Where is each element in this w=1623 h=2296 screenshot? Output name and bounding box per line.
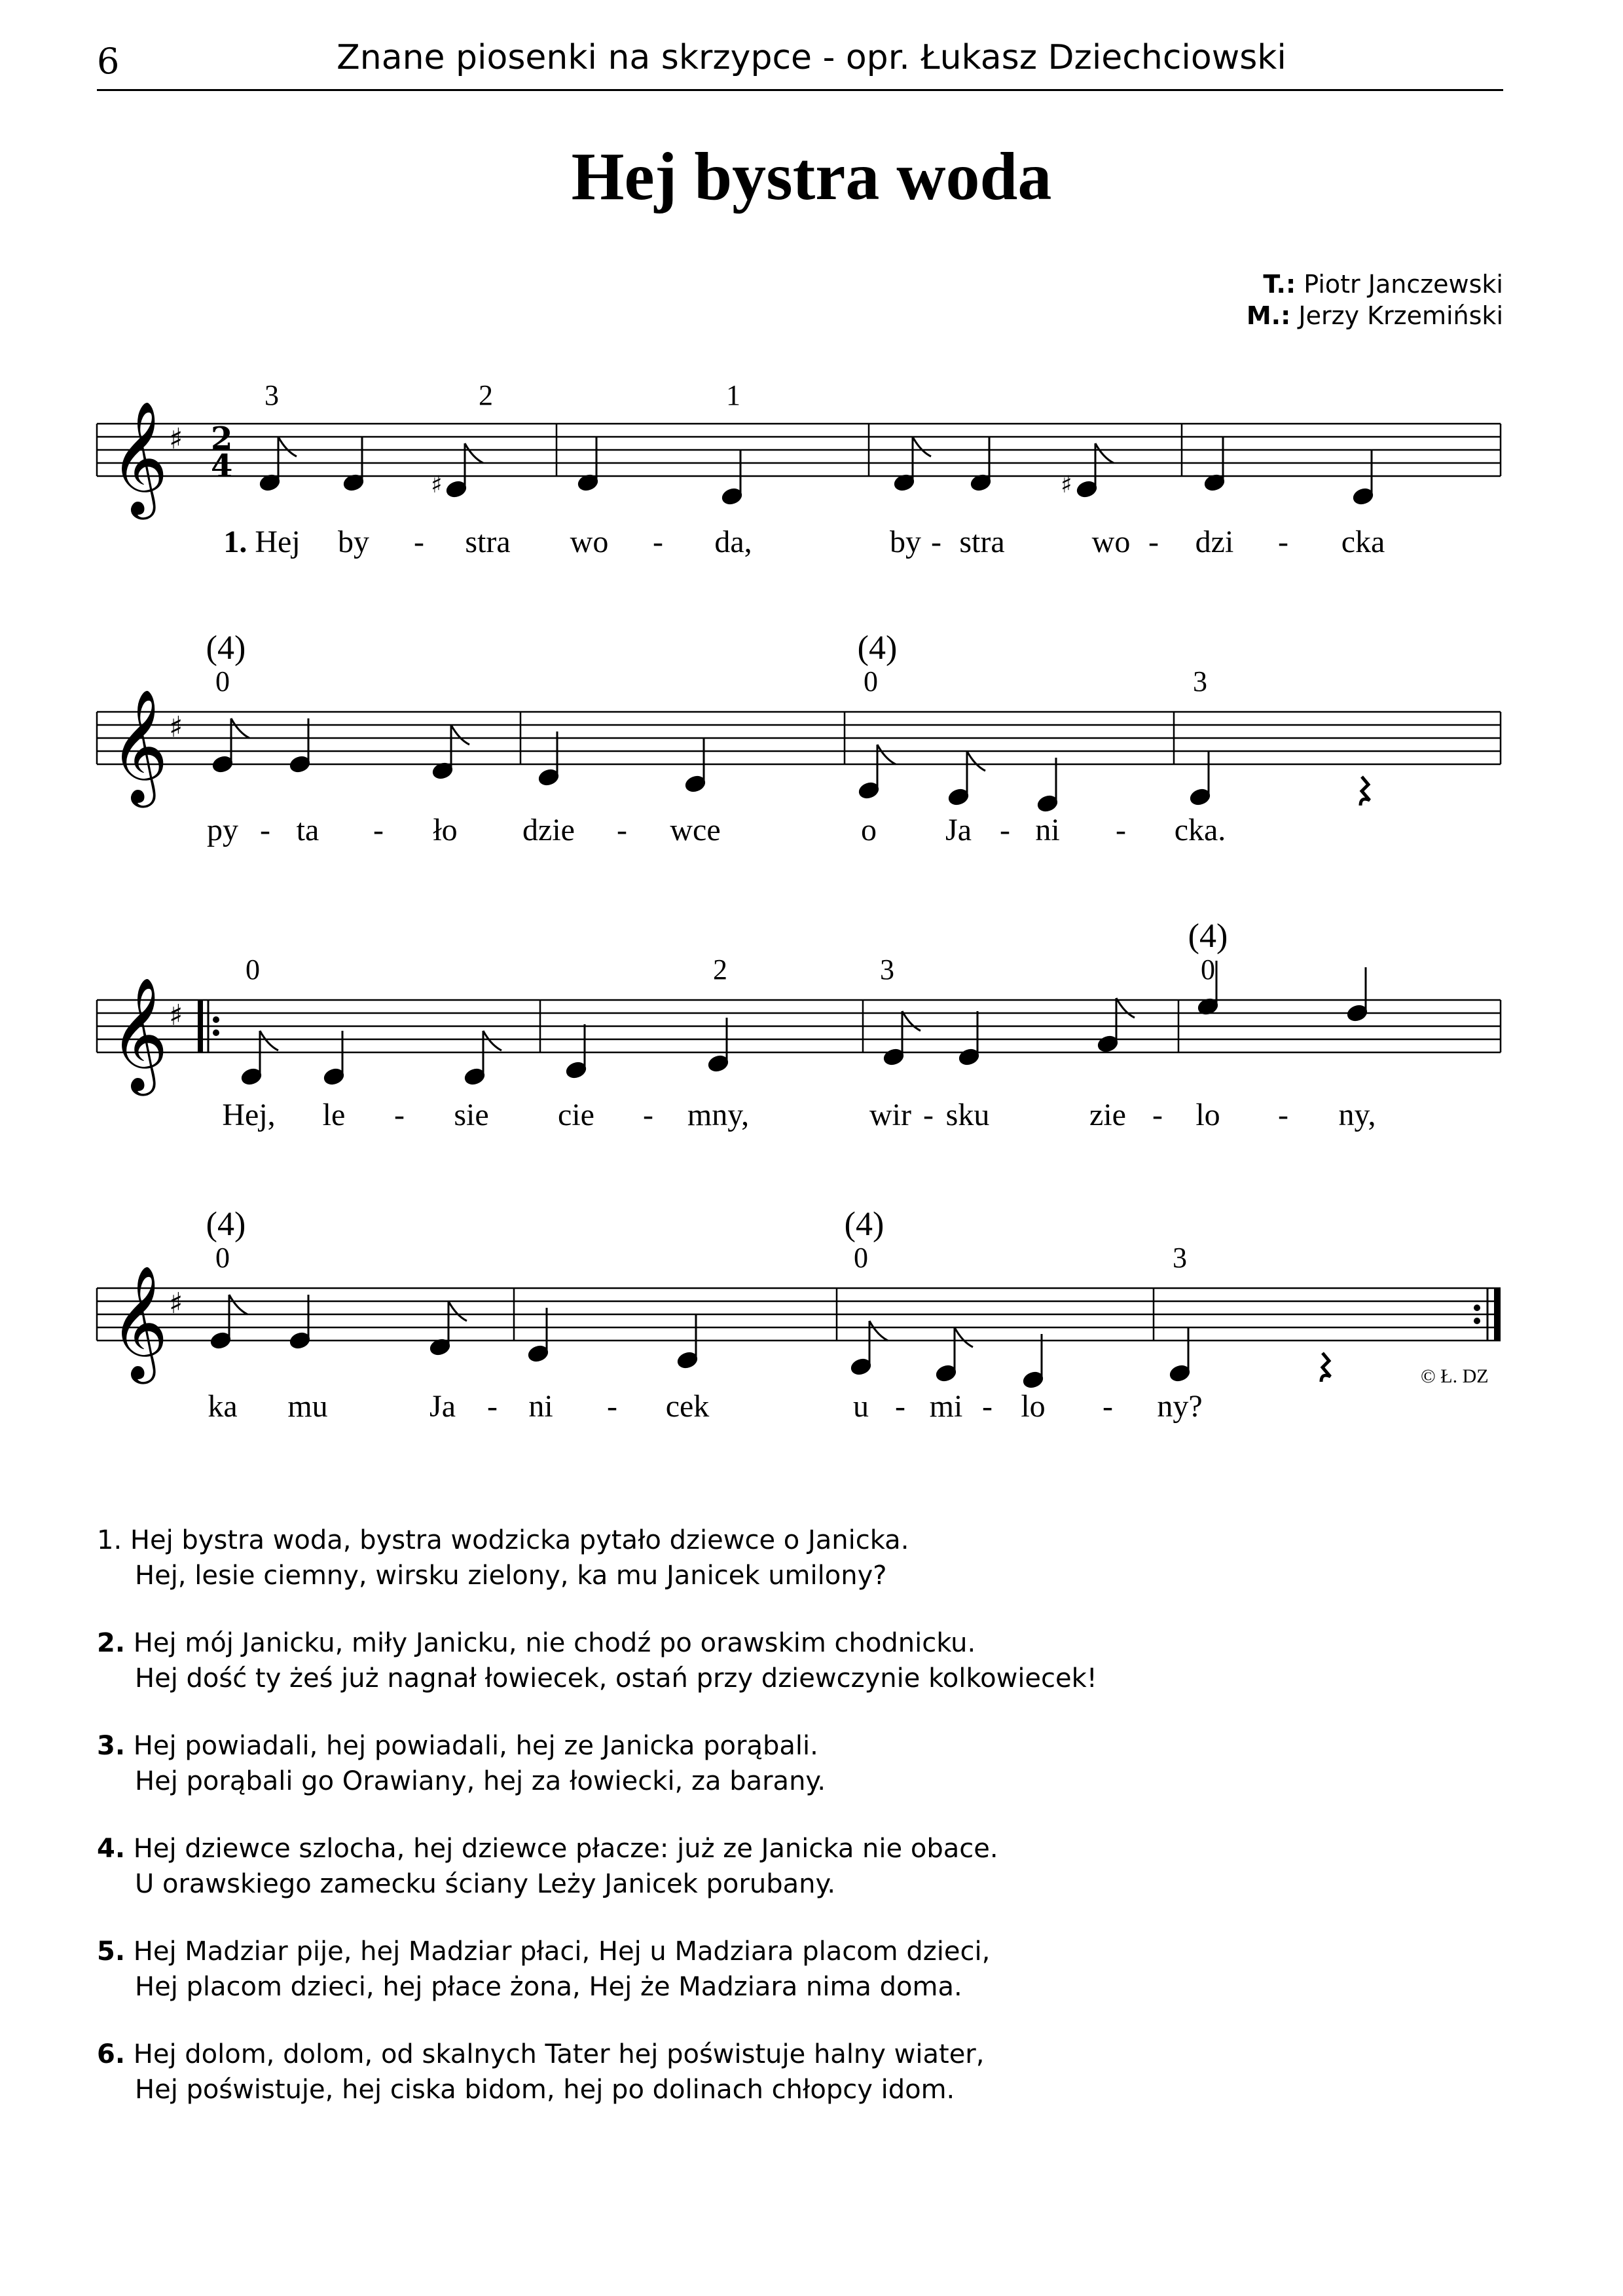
lyric-syllable: wce bbox=[670, 813, 721, 847]
lyric-syllable: da, bbox=[714, 525, 752, 559]
position-marking: (4) bbox=[206, 1206, 246, 1243]
lyric-syllable: lo bbox=[1195, 1098, 1220, 1132]
verse-number: 5. bbox=[97, 1936, 126, 1967]
verse-number: 4. bbox=[97, 1834, 126, 1864]
verse-line: Hej placom dzieci, hej płace żona, Hej że Madziara nima doma. bbox=[135, 1972, 962, 2002]
note bbox=[1346, 967, 1368, 1022]
lyric-syllable: - bbox=[394, 1098, 405, 1132]
verse-line: U orawskiego zamecku ściany Leży Janicek porubany. bbox=[135, 1869, 836, 1899]
lyric-syllable: - bbox=[643, 1098, 653, 1132]
lyric-syllable: - bbox=[373, 813, 384, 847]
note bbox=[259, 437, 297, 492]
lyric-syllable: ny? bbox=[1157, 1389, 1203, 1424]
lyric-syllable: - bbox=[931, 525, 941, 559]
verse-number: 3. bbox=[97, 1731, 126, 1761]
verse-number: 1. bbox=[97, 1525, 122, 1555]
note bbox=[684, 738, 706, 793]
note bbox=[538, 731, 559, 787]
note bbox=[289, 718, 310, 773]
staff-3-notation bbox=[0, 917, 1623, 1113]
fingering: 3 bbox=[264, 379, 279, 411]
note bbox=[210, 1295, 247, 1350]
lyric-syllable: - bbox=[653, 525, 663, 559]
fingering: 3 bbox=[1193, 665, 1207, 697]
verse-5 bbox=[97, 1934, 1504, 2005]
note bbox=[289, 1295, 310, 1350]
lyric-syllable: Ja bbox=[429, 1389, 456, 1424]
verse-line: Hej dolom, dolom, od skalnych Tater hej poświstuje halny wiater, bbox=[133, 2039, 985, 2069]
position-marking: (4) bbox=[206, 629, 246, 667]
lyric-syllable: - bbox=[895, 1389, 905, 1424]
key-sharp: ♯ bbox=[169, 422, 183, 456]
note bbox=[1352, 451, 1374, 506]
lyric-syllable: - bbox=[617, 813, 627, 847]
verse-number: 6. bbox=[97, 2039, 126, 2069]
fingering: 0 bbox=[1201, 954, 1215, 986]
lyric-syllable: - bbox=[1103, 1389, 1113, 1424]
note bbox=[211, 718, 249, 773]
lyric-syllable: o bbox=[861, 813, 877, 847]
lyric-syllable: ni bbox=[1035, 813, 1060, 847]
lyric-syllable: py bbox=[207, 813, 238, 847]
verse-6 bbox=[97, 2037, 1504, 2107]
note bbox=[858, 745, 896, 800]
lyric-syllable: ni bbox=[528, 1389, 553, 1424]
header-rule bbox=[97, 89, 1503, 91]
composer-credit bbox=[1247, 301, 1503, 330]
lyric-syllable: cka. bbox=[1174, 813, 1226, 847]
treble-clef: 𝄞 bbox=[110, 689, 168, 803]
lyric-syllable: mi bbox=[929, 1389, 963, 1424]
key-sharp: ♯ bbox=[169, 999, 183, 1032]
lyric-syllable: mu bbox=[287, 1389, 328, 1424]
lyric-syllable: le bbox=[322, 1098, 346, 1132]
note bbox=[935, 1327, 973, 1382]
lyric-syllable: u bbox=[853, 1389, 869, 1424]
note bbox=[431, 725, 469, 780]
lyric-syllable: by bbox=[338, 525, 369, 559]
position-marking: (4) bbox=[1188, 917, 1228, 955]
lyric-syllable: ka bbox=[208, 1389, 238, 1424]
lyric-syllable: 1. Hej bbox=[223, 525, 301, 559]
lyric-syllable: sku bbox=[945, 1098, 990, 1132]
lyric-syllable: wir bbox=[869, 1098, 911, 1132]
lyric-syllable: - bbox=[982, 1389, 993, 1424]
note bbox=[1203, 437, 1225, 492]
composer-name: Jerzy Krzemiński bbox=[1298, 301, 1503, 330]
lyric-syllable: - bbox=[1116, 813, 1126, 847]
lyricist-credit bbox=[1263, 270, 1503, 299]
lyric-syllable: cka bbox=[1341, 525, 1385, 559]
lyric-syllable: - bbox=[923, 1098, 934, 1132]
verse-line: Hej porąbali go Orawiany, hej za łowiecki, za barany. bbox=[135, 1766, 826, 1796]
lyric-syllable: - bbox=[487, 1389, 498, 1424]
note bbox=[970, 437, 991, 492]
lyric-syllable: cie bbox=[558, 1098, 594, 1132]
lyric-syllable: stra bbox=[959, 525, 1005, 559]
verse-line: Hej Madziar pije, hej Madziar płaci, Hej u Madziara placom dzieci, bbox=[133, 1936, 991, 1967]
svg-text:♯: ♯ bbox=[431, 472, 443, 498]
verse-line: Hej dziewce szlocha, hej dziewce płacze: już ze Janicka nie obace. bbox=[133, 1834, 998, 1864]
note bbox=[429, 1301, 467, 1356]
position-marking: (4) bbox=[844, 1206, 884, 1243]
staff-system-1 bbox=[0, 367, 1623, 563]
lyric-syllable: sie bbox=[454, 1098, 489, 1132]
note bbox=[1169, 1327, 1190, 1382]
page-number: 6 bbox=[97, 41, 120, 82]
fingering: 2 bbox=[713, 954, 727, 986]
fingering: 0 bbox=[864, 665, 878, 697]
lyric-syllable: cek bbox=[665, 1389, 710, 1424]
note bbox=[1076, 443, 1114, 498]
note bbox=[342, 437, 364, 492]
lyric-syllable: Hej, bbox=[222, 1098, 276, 1132]
lyric-syllable: mny, bbox=[687, 1098, 750, 1132]
note bbox=[721, 451, 742, 506]
staff-system-3 bbox=[0, 917, 1623, 1132]
note bbox=[527, 1308, 549, 1363]
quarter-rest bbox=[1321, 1353, 1330, 1382]
treble-clef: 𝄞 bbox=[110, 401, 168, 515]
time-sig-bottom: 4 bbox=[211, 448, 233, 485]
lyric-syllable: ny, bbox=[1338, 1098, 1376, 1132]
lyric-syllable: - bbox=[1000, 813, 1010, 847]
lyricist-label: T.: bbox=[1263, 270, 1296, 299]
key-sharp: ♯ bbox=[169, 1287, 183, 1320]
verse-line: Hej poświstuje, hej ciska bidom, hej po dolinach chłopcy idom. bbox=[135, 2075, 955, 2105]
lyric-syllable: Ja bbox=[945, 813, 972, 847]
fingering: 3 bbox=[1173, 1242, 1187, 1274]
note bbox=[893, 437, 931, 492]
note bbox=[445, 443, 483, 498]
book-title: Znane piosenki na skrzypce - opr. Łukasz Dziechciowski bbox=[337, 38, 1286, 77]
note bbox=[676, 1314, 698, 1369]
lyric-syllable: - bbox=[607, 1389, 617, 1424]
verse-line: Hej mój Janicku, miły Janicku, nie chodź po orawskim chodnicku. bbox=[133, 1628, 976, 1658]
note bbox=[577, 437, 598, 492]
verse-line: Hej, lesie ciemny, wirsku zielony, ka mu Janicek umilony? bbox=[135, 1561, 887, 1591]
position-marking: (4) bbox=[857, 629, 898, 667]
lyric-syllable: wo bbox=[1091, 525, 1131, 559]
key-sharp: ♯ bbox=[169, 711, 183, 744]
fingering: 3 bbox=[880, 954, 894, 986]
fingering: 1 bbox=[726, 379, 740, 411]
lyric-syllable: by bbox=[890, 525, 921, 559]
verse-2 bbox=[97, 1625, 1504, 1696]
verse-line: Hej dość ty żeś już nagnał łowiecek, ostań przy dziewczynie kolkowiecek! bbox=[135, 1663, 1097, 1694]
quarter-rest bbox=[1360, 777, 1370, 805]
lyric-syllable: - bbox=[1152, 1098, 1163, 1132]
note bbox=[947, 751, 985, 806]
fingering: 0 bbox=[854, 1242, 868, 1274]
lyric-syllable: ło bbox=[433, 813, 458, 847]
verse-line: Hej bystra woda, bystra wodzicka pytało dziewce o Janicka. bbox=[130, 1525, 909, 1555]
lyric-syllable: dzie bbox=[522, 813, 575, 847]
verse-line: Hej powiadali, hej powiadali, hej ze Janicka porąbali. bbox=[133, 1731, 818, 1761]
fingering: 0 bbox=[246, 954, 260, 986]
lyric-syllable: stra bbox=[465, 525, 511, 559]
verse-list bbox=[97, 1523, 1504, 2139]
copyright: © Ł. DZ bbox=[1421, 1365, 1489, 1387]
verse-4 bbox=[97, 1831, 1504, 1902]
lyric-syllable: - bbox=[1148, 525, 1159, 559]
staff-system-4 bbox=[0, 1205, 1623, 1424]
staff-system-2 bbox=[0, 629, 1623, 847]
lyric-syllable: zie bbox=[1089, 1098, 1126, 1132]
time-sig-top: 2 bbox=[211, 420, 233, 457]
treble-clef: 𝄞 bbox=[110, 1265, 168, 1379]
note bbox=[1189, 751, 1211, 806]
note bbox=[1022, 1334, 1044, 1389]
composer-label: M.: bbox=[1246, 301, 1291, 330]
note bbox=[1036, 758, 1058, 813]
lyric-syllable: - bbox=[260, 813, 270, 847]
lyric-syllable: ta bbox=[296, 813, 319, 847]
svg-text:♯: ♯ bbox=[1061, 472, 1072, 498]
verse-number: 2. bbox=[97, 1628, 126, 1658]
fingering: 2 bbox=[479, 379, 493, 411]
lyric-syllable: - bbox=[414, 525, 424, 559]
fingering: 0 bbox=[215, 665, 230, 697]
lyric-syllable: - bbox=[1278, 525, 1288, 559]
lyric-syllable: lo bbox=[1021, 1389, 1046, 1424]
lyricist-name: Piotr Janczewski bbox=[1304, 270, 1503, 299]
verse-3 bbox=[97, 1728, 1504, 1799]
note bbox=[850, 1321, 888, 1376]
lyric-syllable: - bbox=[1278, 1098, 1288, 1132]
song-title: Hej bystra woda bbox=[571, 139, 1052, 214]
lyric-syllable: dzi bbox=[1195, 525, 1234, 559]
fingering: 0 bbox=[215, 1242, 230, 1274]
lyric-syllable: wo bbox=[570, 525, 609, 559]
treble-clef: 𝄞 bbox=[110, 977, 168, 1091]
verse-1 bbox=[97, 1523, 1504, 1593]
